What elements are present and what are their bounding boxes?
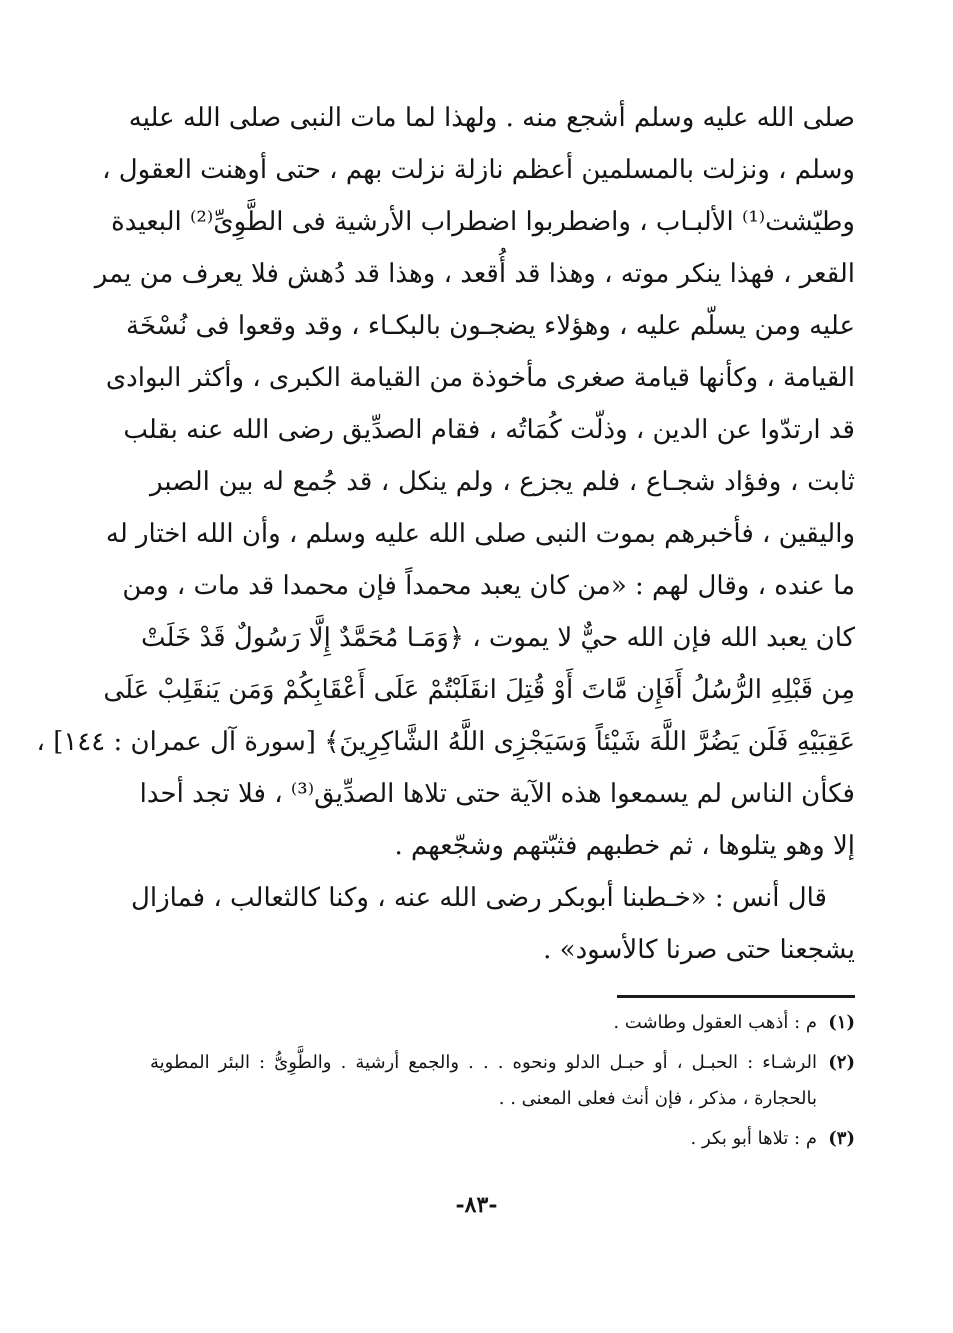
footnote-text — [150, 1045, 817, 1117]
text-line: إلا وهو يتلوها ، ثم خطبهم فثبّتهم وشجّعهم . — [394, 831, 855, 861]
footnote-text — [150, 1005, 817, 1041]
main-text — [36, 92, 855, 976]
text-line: عليه ومن يسلّم عليه ، وهؤلاء يضجـون بالبكـاء ، وقد وقعوا فى نُسْخَة — [126, 311, 855, 341]
text-line: القعر ، فهذا ينكر موته ، وهذا قد أُقعد ، وهذا قد دُهش فلا يعرف من يمر — [94, 259, 855, 289]
footnote-text — [150, 1121, 817, 1157]
footnote-number: (٣) — [828, 1128, 855, 1149]
quran-verse-line: كان يعبد الله فإن الله حيٌّ لا يموت ، ﴿وَمَـا مُحَمَّدٌ إِلَّا رَسُولٌ قَدْ خَلَتْ — [141, 623, 855, 653]
text-line: وسلم ، ونزلت بالمسلمين أعظم نازلة نزلت بهم ، حتى أوهنت العقول ، — [102, 155, 855, 185]
text-line: يشجعنا حتى صرنا كالأسود» . — [543, 935, 855, 965]
text-line: ثابت ، وفؤاد شجـاع ، فلم يجزع ، ولم ينكل ، قد جُمع له بين الصبر — [150, 467, 855, 497]
paragraph-1 — [36, 92, 855, 872]
footnote-3 — [150, 1121, 855, 1157]
footnote-separator — [617, 995, 855, 998]
footnote-number: (٢) — [828, 1052, 855, 1073]
text-line: ما عنده ، وقال لهم : «من كان يعبد محمداً فإن محمدا قد مات ، ومن — [122, 571, 855, 601]
quran-verse-line: عَقِبَيْهِ فَلَن يَضُرَّ اللَّهَ شَيْئاً وَسَيَجْزِى اللَّهُ الشَّاكِرِينَ﴾ [سورة آل عمران : ١٤٤] ، — [36, 727, 855, 757]
text-line: صلى الله عليه وسلم أشجع منه . ولهذا لما مات النبى صلى الله عليه — [128, 103, 855, 133]
footnote-line: م : تلاها أبو بكر . — [690, 1128, 817, 1149]
quran-verse-line: مِن قَبْلِهِ الرُّسُلُ أَفَإِن مَّاتَ أَوْ قُتِلَ انقَلَبْتُمْ عَلَى أَعْقَابِكُمْ وَمَن يَنقَلِبْ عَلَى — [103, 675, 855, 705]
text-line: القيامة ، وكأنها قيامة صغرى مأخوذة من القيامة الكبرى ، وأكثر البوادى — [105, 363, 855, 393]
paragraph-2 — [131, 872, 855, 976]
footnote-line: بالحجارة ، مذكر ، فإن أنث فعلى المعنى . . — [498, 1088, 817, 1109]
text-line: قال أنس : «خـطبنا أبوبكر رضى الله عنه ، وكنا كالثعالب ، فمازال — [131, 883, 827, 913]
text-line: قد ارتدّوا عن الدين ، وذلّت كُمَاتُه ، فقام الصدِّيق رضى الله عنه بقلب — [123, 415, 855, 445]
text-line: واليقين ، فأخبرهم بموت النبى صلى الله عليه وسلم ، وأن الله اختار له — [105, 519, 855, 549]
page-number: -٨٣- — [455, 1192, 498, 1218]
footnotes — [150, 1005, 855, 1161]
footnote-number: (١) — [828, 1012, 855, 1033]
text-line: فكأن الناس لم يسمعوا هذه الآية حتى تلاها الصدِّيق⁽³⁾ ، فلا تجد أحدا — [139, 779, 855, 809]
text-line: وطيّشت⁽¹⁾ الألبـاب ، واضطربوا اضطراب الأرشية فى الطَّوِىِّ⁽²⁾ البعيدة — [111, 207, 855, 237]
footnote-1 — [150, 1005, 855, 1041]
footnote-line: الرشـاء : الحبـل ، أو حبـل الدلو ونحوه . . . والجمع أرشية . والطَّوِىُّ : البئر المطوية — [150, 1052, 817, 1073]
footnote-line: م : أذهب العقول وطاشت . — [613, 1012, 817, 1033]
footnote-2 — [150, 1045, 855, 1117]
